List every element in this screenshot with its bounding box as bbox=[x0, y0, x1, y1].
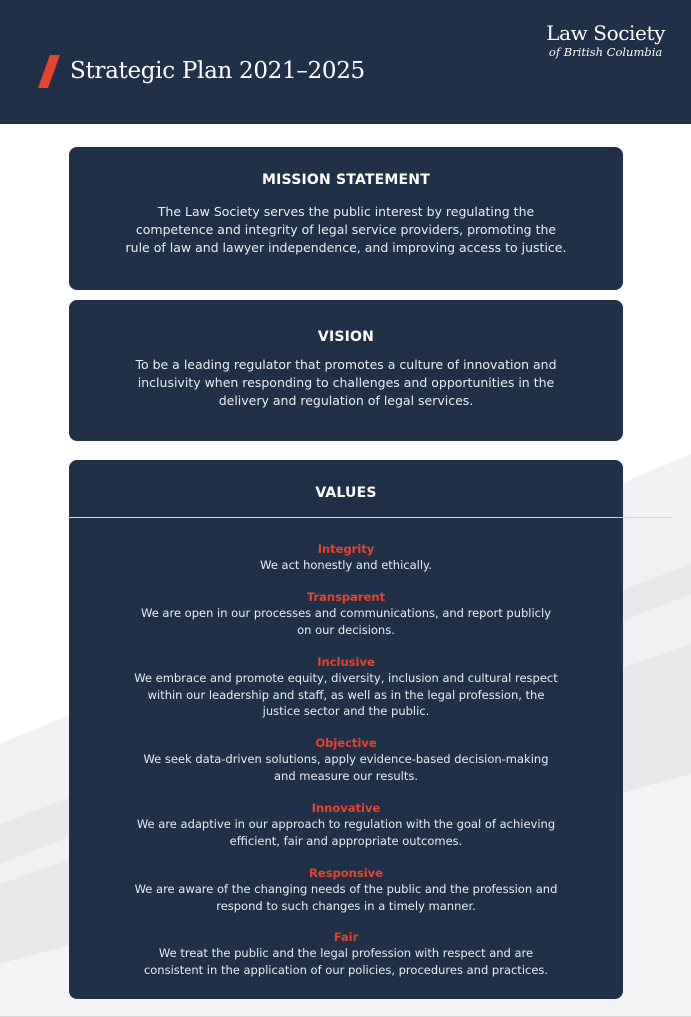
value-desc: and measure our results. bbox=[274, 768, 418, 783]
value-desc: We are aware of the changing needs of the public and the profession and bbox=[134, 882, 558, 896]
mission-line: The Law Society serves the public interest by regulating the bbox=[157, 204, 535, 219]
mission-line: competence and integrity of legal service providers, promoting the bbox=[135, 222, 557, 237]
value-item-fair bbox=[69, 930, 623, 978]
value-item-inclusive bbox=[69, 655, 623, 720]
values-card bbox=[69, 460, 623, 999]
mission-card bbox=[69, 147, 623, 290]
value-desc: We are open in our processes and communications, and report publicly bbox=[141, 606, 551, 620]
accent-slash bbox=[38, 55, 60, 88]
value-name: Responsive bbox=[309, 866, 383, 880]
value-desc: consistent in the application of our policies, procedures and practices. bbox=[143, 962, 549, 977]
vision-heading: VISION bbox=[317, 329, 375, 345]
value-item-responsive bbox=[69, 866, 623, 914]
value-desc: on our decisions. bbox=[297, 622, 395, 637]
value-desc: We seek data-driven solutions, apply evidence-based decision-making bbox=[143, 752, 549, 766]
value-desc: respond to such changes in a timely manner. bbox=[216, 898, 476, 913]
value-desc: We act honestly and ethically. bbox=[260, 558, 432, 572]
page-header bbox=[0, 0, 691, 124]
mission-line: rule of law and lawyer independence, and improving access to justice. bbox=[125, 240, 567, 255]
value-desc: efficient, fair and appropriate outcomes. bbox=[229, 833, 463, 848]
value-name: Fair bbox=[333, 930, 359, 944]
value-desc: We are adaptive in our approach to regulation with the goal of achieving bbox=[136, 817, 556, 831]
value-name: Integrity bbox=[317, 542, 375, 556]
value-desc: We treat the public and the legal profession with respect and are bbox=[158, 946, 534, 960]
page-title: Strategic Plan 2021–2025 bbox=[70, 58, 365, 84]
mission-text bbox=[69, 203, 623, 257]
value-name: Transparent bbox=[306, 590, 386, 604]
value-item-innovative bbox=[69, 801, 623, 849]
value-desc: justice sector and the public. bbox=[262, 704, 430, 718]
value-item-integrity bbox=[69, 542, 623, 574]
vision-line: delivery and regulation of legal services. bbox=[218, 393, 474, 408]
values-divider bbox=[69, 517, 673, 518]
vision-card bbox=[69, 300, 623, 441]
vision-line: inclusivity when responding to challenges and opportunities in the bbox=[137, 375, 555, 390]
value-item-objective bbox=[69, 736, 623, 784]
value-name: Innovative bbox=[311, 801, 381, 815]
logo-sub-text: of British Columbia bbox=[548, 45, 663, 59]
value-desc: within our leadership and staff, as well as in the legal profession, the bbox=[147, 687, 545, 702]
vision-line: To be a leading regulator that promotes a culture of innovation and bbox=[135, 357, 557, 372]
mission-heading: MISSION STATEMENT bbox=[262, 172, 430, 188]
value-name: Objective bbox=[315, 736, 377, 750]
value-desc: We embrace and promote equity, diversity, inclusion and cultural respect bbox=[134, 671, 558, 685]
value-name: Inclusive bbox=[317, 655, 375, 669]
vision-text bbox=[69, 356, 623, 410]
law-society-logo bbox=[546, 20, 665, 59]
logo-main-text: Law Society bbox=[546, 21, 665, 45]
value-item-transparent bbox=[69, 590, 623, 638]
values-heading: VALUES bbox=[315, 485, 377, 501]
